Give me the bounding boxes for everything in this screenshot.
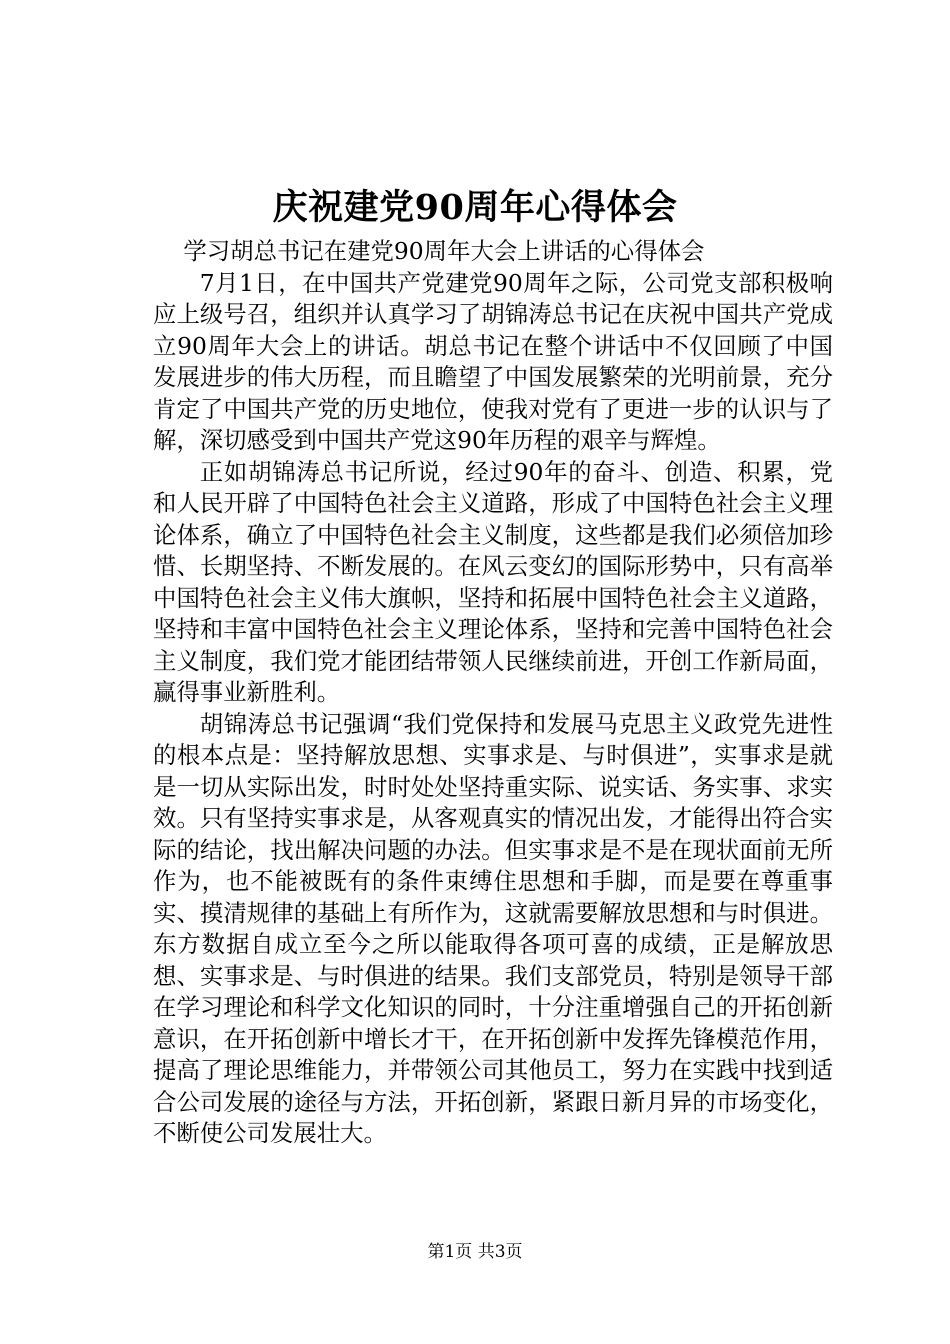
paragraph-3: 胡锦涛总书记强调“我们党保持和发展马克思主义政党先进性的根本点是：坚持解放思想、实事求是、与时俱进”，实事求是就是一切从实际出发，时时处处坚持重实际、说实话、务实事、求实效。只有坚持实事求是，从客观真实的情况出发，才能得出符合实际的结论，找出解决问题的办法。但实事求是不是在现状面前无所作为，也不能被既有的条件束缚住思想和手脚，而是要在尊重事实、摸清规律的基础上有所作为，这就需要解放思想和与时俱进。东方数据自成立至今之所以能取得各项可喜的成绩，正是解放思想、实事求是、与时俱进的结果。我们支部党员，特别是领导干部在学习理论和科学文化知识的同时，十分注重增强自己的开拓创新意识，在开拓创新中增长才干，在开拓创新中发挥先锋模范作用，提高了理论思维能力，并带领公司其他员工，努力在实践中找到适合公司发展的途径与方法，开拓创新，紧跟日新月异的市场变化，不断使公司发展壮大。: [153, 709, 833, 1147]
document-body: [153, 236, 833, 1150]
paragraph-2: 正如胡锦涛总书记所说，经过90年的奋斗、创造、积累，党和人民开辟了中国特色社会主义道路，形成了中国特色社会主义理论体系，确立了中国特色社会主义制度，这些都是我们必须倍加珍惜、长期坚持、不断发展的。在风云变幻的国际形势中，只有高举中国特色社会主义伟大旗帜，坚持和拓展中国特色社会主义道路，坚持和丰富中国特色社会主义理论体系，坚持和完善中国特色社会主义制度，我们党才能团结带领人民继续前进，开创工作新局面，赢得事业新胜利。: [153, 457, 833, 706]
paragraph-1: 7月1日，在中国共产党建党90周年之际，公司党支部积极响应上级号召，组织并认真学习了胡锦涛总书记在庆祝中国共产党成立90周年大会上的讲话。胡总书记在整个讲话中不仅回顾了中国发展进步的伟大历程，而且瞻望了中国发展繁荣的光明前景，充分肯定了中国共产党的历史地位，使我对党有了更进一步的认识与了解，深切感受到中国共产党这90年历程的艰辛与辉煌。: [153, 268, 833, 454]
document-title: 庆祝建党90周年心得体会: [272, 187, 678, 228]
page-number: 第1页 共3页: [427, 1242, 523, 1262]
document-subtitle: 学习胡总书记在建党90周年大会上讲话的心得体会: [183, 237, 705, 265]
